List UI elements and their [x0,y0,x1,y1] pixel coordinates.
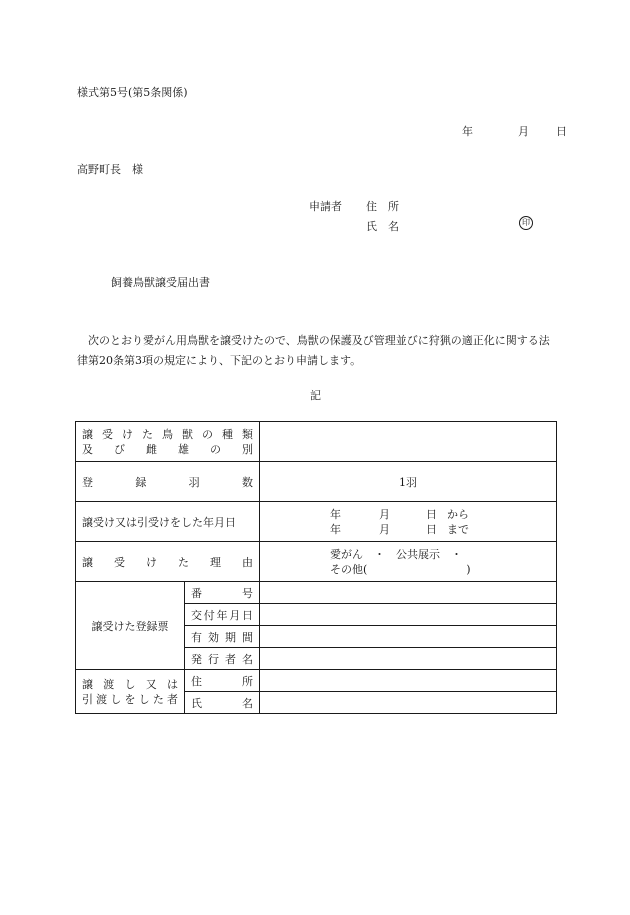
cert-issue-date-value[interactable] [260,604,557,626]
document-title: 飼養鳥獣譲受届出書 [111,276,210,289]
cert-issuer-value[interactable] [260,648,557,670]
count-label-cell [76,462,260,502]
transferor-field-name: 氏名 [185,692,260,714]
date-until-line [330,522,550,537]
ki-heading: 記 [310,389,321,402]
transferor-label-cell [76,670,185,714]
addressee: 高野町長 様 [77,163,143,176]
species-label-line1: 譲受けた鳥獣の種類 [82,427,253,441]
cert-field-validity: 有効期間 [185,626,260,648]
count-value-cell[interactable]: 1羽 [260,462,557,502]
date-until-suffix: まで [447,522,469,536]
reason-value-cell[interactable] [260,542,557,582]
reason-options-line1: 愛がん ・ 公共展示 ・ [330,547,462,561]
date-month-label: 月 [518,125,529,138]
cert-label-cell: 譲受けた登録票 [76,582,185,670]
date-line [462,123,567,139]
date-label-cell: 譲受け又は引受けをした年月日 [76,502,260,542]
table-row-reason [76,542,557,582]
date-value-cell[interactable] [260,502,557,542]
species-label-cell [76,422,260,462]
date-from-day: 日 [426,507,437,521]
body-text: 次のとおり愛がん用鳥獣を譲受けたので、鳥獣の保護及び管理並びに狩猟の適正化に関する法律第20条第3項の規定により、下記のとおり申請します。 [77,334,550,367]
date-from-suffix: から [447,507,469,521]
application-table [75,421,557,714]
transferor-label-line2: 引渡しをした者 [82,692,178,706]
applicant-label: 申請者 [309,200,342,213]
seal-mark: 印 [519,216,533,230]
date-from-line [330,507,550,522]
reason-label: 譲受けた理由 [82,555,253,569]
date-until-day: 日 [426,522,437,536]
cert-number-value[interactable] [260,582,557,604]
applicant-address-label: 住 所 [366,200,399,213]
species-value-cell[interactable] [260,422,557,462]
cert-field-issuer: 発行者名 [185,648,260,670]
table-row-count [76,462,557,502]
cert-field-issue-date: 交付年月日 [185,604,260,626]
table-row-date [76,502,557,542]
date-until-year: 年 [330,522,341,536]
form-number: 様式第5号(第5条関係) [77,86,188,99]
count-label: 登録羽数 [82,475,253,489]
cert-validity-value[interactable] [260,626,557,648]
reason-options-line2: その他( ) [330,562,471,576]
table-row-species [76,422,557,462]
transferor-name-value[interactable] [260,692,557,714]
transferor-field-address: 住所 [185,670,260,692]
date-year-label: 年 [462,125,473,138]
table-row-cert-number [76,582,557,604]
species-label-line2: 及び雌雄の別 [82,442,253,456]
cert-field-number: 番号 [185,582,260,604]
applicant-name-label: 氏 名 [366,220,399,233]
date-from-month: 月 [379,507,390,521]
table-row-transferor-address [76,670,557,692]
transferor-address-value[interactable] [260,670,557,692]
date-day-label: 日 [556,125,567,138]
reason-label-cell [76,542,260,582]
date-from-year: 年 [330,507,341,521]
date-until-month: 月 [379,522,390,536]
transferor-label-line1: 譲渡し又は [82,677,178,691]
